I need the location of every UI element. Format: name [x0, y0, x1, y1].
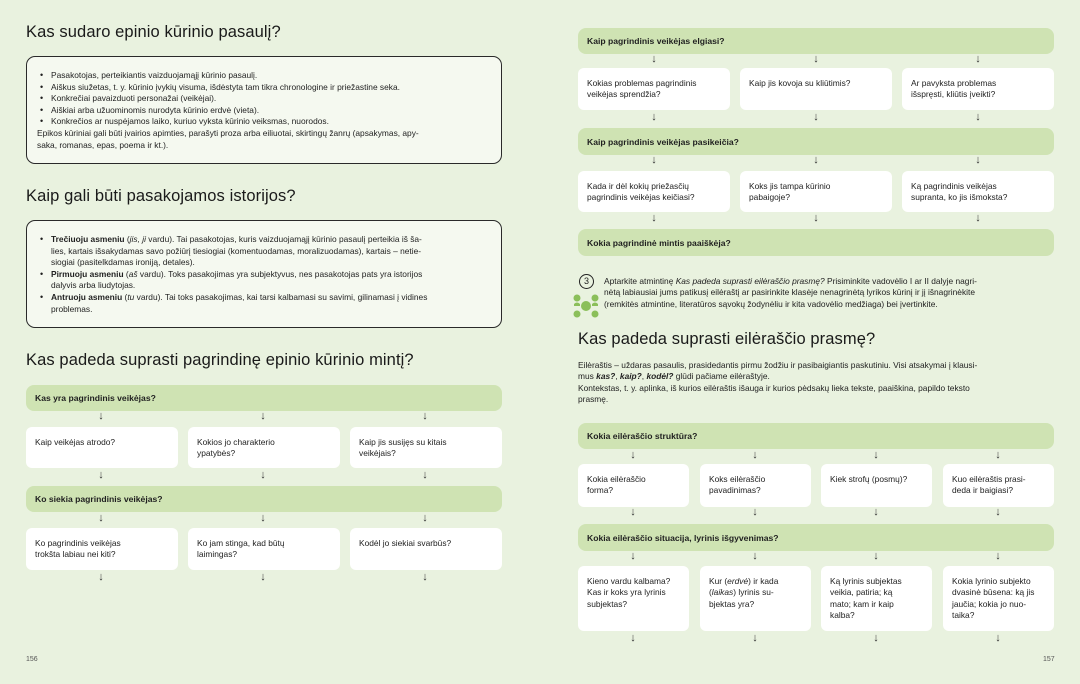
list-item: • Aiškus siužetas, t. y. kūrinio įvykių visuma, išdėstyta tam tikra chronologine ir priežastine seka.	[37, 82, 491, 94]
arrow-down-icon: ↓	[422, 512, 428, 524]
card-line: taika?	[952, 610, 975, 621]
arrow-down-icon: ↓	[813, 111, 819, 123]
arrow-down-icon: ↓	[422, 571, 428, 583]
card-line: supranta, ko jis išmoksta?	[911, 192, 1008, 203]
card-line	[709, 576, 803, 587]
arrow-down-icon: ↓	[873, 449, 879, 461]
arrow-down-icon: ↓	[975, 154, 981, 166]
list-item-second-person	[37, 292, 491, 315]
card-line: dvasinė būsena: ką jis	[952, 587, 1035, 598]
arrow-down-icon: ↓	[98, 469, 104, 481]
card-line: Kodėl jo siekiai svarbūs?	[359, 538, 452, 548]
card-line: forma?	[587, 485, 614, 496]
section-title-main-idea: Kas padeda suprasti pagrindinę epinio kūrinio mintį?	[26, 351, 414, 369]
section-title-poem-meaning: Kas padeda suprasti eilėraščio prasmę?	[578, 330, 876, 348]
flow-card	[26, 427, 178, 468]
card-line: Koks jis tampa kūrinio	[749, 181, 831, 191]
flow-card	[350, 427, 502, 468]
card-line: veikėjas sprendžia?	[587, 89, 661, 100]
arrow-down-icon: ↓	[98, 410, 104, 422]
intro-line	[578, 371, 1054, 382]
section-title-narration: Kaip gali būti pasakojamos istorijos?	[26, 187, 296, 205]
card-line: laimingas?	[197, 549, 238, 560]
text: (	[123, 268, 129, 279]
arrow-down-icon: ↓	[975, 212, 981, 224]
text: ,	[641, 371, 647, 382]
flow-card	[821, 464, 932, 507]
flow-card	[700, 464, 811, 507]
arrow-down-icon: ↓	[995, 506, 1001, 518]
card-line: Ko jam stinga, kad būtų	[197, 538, 285, 548]
text: vardu). Tai pasakotojas, kuris vaizduojamąjį kūrinio pasaulį perteikia iš ša-	[145, 234, 422, 244]
text: Aptarkite atmintinę	[604, 276, 676, 286]
intro-line: Kontekstas, t. y. aplinka, iš kurios eilėraštis išauga ir kurios pėdsakų lieka tekste, paaiškina, papildo teksto	[578, 382, 970, 393]
task-line: (remkitės atmintine, literatūros sąvokų žodynėliu ir kita vadovėlio medžiaga) bei įvertinkite.	[604, 298, 938, 309]
card-line: Kokias problemas pagrindinis	[587, 78, 697, 88]
flow-header-poem-structure: Kokia eilėraščio struktūra?	[578, 423, 1054, 449]
section-title-epic-world: Kas sudaro epinio kūrinio pasaulį?	[26, 23, 281, 41]
card-line: Kokia lyrinio subjekto	[952, 576, 1031, 586]
card-line: išspręsti, kliūtis įveikti?	[911, 89, 996, 100]
arrow-down-icon: ↓	[651, 212, 657, 224]
card-line: Kaip jis susijęs su kitais	[359, 437, 447, 447]
arrow-down-icon: ↓	[651, 53, 657, 65]
card-line: Kaip veikėjas atrodo?	[35, 437, 116, 447]
poem-intro	[578, 360, 1054, 406]
term: laikas	[711, 587, 734, 598]
flow-header-who-is-hero: Kas yra pagrindinis veikėjas?	[26, 385, 502, 411]
question-word: kas?	[596, 371, 616, 382]
text: problemas.	[51, 303, 93, 314]
arrow-down-icon: ↓	[630, 550, 636, 562]
arrow-down-icon: ↓	[260, 571, 266, 583]
arrow-down-icon: ↓	[260, 469, 266, 481]
text: glūdi pačiame eilėraštyje.	[673, 371, 770, 382]
flow-card	[902, 68, 1054, 110]
note-line: saka, romanas, epas, poema ir kt.).	[37, 139, 169, 150]
intro-line: Eilėraštis – uždaras pasaulis, prasidedantis pirmu žodžiu ir pasibaigiantis paskutiniu. Visi atsakymai į klausi-	[578, 360, 978, 370]
flow-card	[943, 464, 1054, 507]
term: Antruoju asmeniu	[51, 291, 123, 302]
text: ) ir kada	[748, 576, 779, 586]
flow-card	[578, 566, 689, 631]
card-line: kalba?	[830, 610, 855, 621]
flow-header-poem-situation: Kokia eilėraščio situacija, lyrinis išgyvenimas?	[578, 524, 1054, 551]
card-line: Kaip jis kovoja su kliūtimis?	[749, 78, 851, 88]
flow-card	[578, 171, 730, 212]
text: (	[709, 587, 712, 598]
card-line: trokšta labiau nei kiti?	[35, 549, 116, 560]
list-item: • Konkrečiai pavaizduoti personažai (veikėjai).	[37, 93, 491, 105]
memo-title: Kas padeda suprasti eilėraščio prasmę?	[675, 276, 825, 286]
arrow-down-icon: ↓	[975, 53, 981, 65]
card-line: Kada ir dėl kokių priežasčių	[587, 181, 689, 191]
card-line: Kokia eilėraščio	[587, 474, 646, 484]
flow-card	[578, 464, 689, 507]
arrow-down-icon: ↓	[995, 550, 1001, 562]
flow-header-hero-goals: Ko siekia pagrindinis veikėjas?	[26, 486, 502, 512]
flow-card	[188, 427, 340, 468]
arrow-down-icon: ↓	[98, 512, 104, 524]
flow-header-hero-behaviour: Kaip pagrindinis veikėjas elgiasi?	[578, 28, 1054, 54]
list-item: • Pasakotojas, perteikiantis vaizduojamąjį kūrinio pasaulį.	[37, 70, 491, 82]
card-line: Kuo eilėraštis prasi-	[952, 474, 1026, 484]
card-line: Kokios jo charakterio	[197, 437, 275, 447]
card-line: pabaigoje?	[749, 192, 790, 203]
arrow-down-icon: ↓	[651, 111, 657, 123]
text: lies, kartais išsakydamas savo požiūrį tiesiogiai (komentuodamas, moralizuodamas), kartais – netie-	[51, 245, 422, 256]
list-item-third-person	[37, 234, 491, 269]
text: ,	[615, 371, 620, 382]
card-line: Ką lyrinis subjektas	[830, 576, 902, 586]
arrow-down-icon: ↓	[752, 632, 758, 644]
text: vardu). Toks pasakojimas yra subjektyvus, nes pasakotojas pats yra istorijos	[137, 268, 423, 279]
arrow-down-icon: ↓	[260, 512, 266, 524]
card-line: veikia, patiria; ką	[830, 587, 893, 598]
card-line: ypatybės?	[197, 448, 236, 459]
term: erdvė	[727, 576, 749, 586]
card-line: Ko pagrindinis veikėjas	[35, 538, 121, 548]
text: dalyvis arba liudytojas.	[51, 280, 136, 291]
text: vardu). Tai toks pasakojimas, kai tarsi kalbamasi su savimi, gilinamasi į vidines	[134, 291, 428, 302]
card-line: bjektas yra?	[709, 598, 755, 609]
card-line: veikėjais?	[359, 448, 396, 459]
card-line: Kiek strofų (posmų)?	[830, 474, 908, 484]
text: ) lyrinis su-	[733, 587, 774, 598]
page-number-right: 157	[1043, 656, 1055, 663]
card-line: Koks eilėraščio	[709, 474, 766, 484]
flow-card	[350, 528, 502, 570]
flow-card	[700, 566, 811, 631]
task-text	[604, 276, 1054, 310]
arrow-down-icon: ↓	[813, 154, 819, 166]
text: Prisiminkite vadovėlio I ar II dalyje nagri-	[824, 276, 977, 286]
flow-card	[740, 68, 892, 110]
text: mus	[578, 371, 597, 382]
arrow-down-icon: ↓	[422, 469, 428, 481]
arrow-down-icon: ↓	[873, 506, 879, 518]
epic-world-note	[37, 128, 491, 151]
flow-header-hero-change: Kaip pagrindinis veikėjas pasikeičia?	[578, 128, 1054, 155]
arrow-down-icon: ↓	[873, 550, 879, 562]
epic-world-box	[26, 56, 502, 164]
card-line: pagrindinis veikėjas keičiasi?	[587, 192, 695, 203]
discussion-group-icon	[571, 292, 601, 320]
flow-card	[943, 566, 1054, 631]
arrow-down-icon: ↓	[752, 550, 758, 562]
arrow-down-icon: ↓	[813, 212, 819, 224]
arrow-down-icon: ↓	[752, 506, 758, 518]
arrow-down-icon: ↓	[98, 571, 104, 583]
arrow-down-icon: ↓	[975, 111, 981, 123]
list-item: • Konkrečios ar nuspėjamos laiko, kuriuo vyksta kūrinio veiksmas, nuorodos.	[37, 116, 491, 128]
arrow-down-icon: ↓	[260, 410, 266, 422]
term: Pirmuoju asmeniu	[51, 268, 124, 279]
arrow-down-icon: ↓	[422, 410, 428, 422]
card-line: Ką pagrindinis veikėjas	[911, 181, 997, 191]
arrow-down-icon: ↓	[630, 449, 636, 461]
arrow-down-icon: ↓	[995, 632, 1001, 644]
card-line: jaučia; kokia jo nuo-	[952, 598, 1027, 609]
pronoun: jis, ji	[129, 234, 146, 244]
card-line: pavadinimas?	[709, 485, 761, 496]
list-item-first-person	[37, 269, 491, 292]
pronoun: aš	[128, 268, 138, 279]
task-line: nėtą labiausiai jums patikusį eilėraštį ar pasirinkite klasėje nenagrinėtą lyrikos kūrinį ir jį išnagrinėkite	[604, 287, 975, 298]
card-line	[709, 587, 803, 598]
arrow-down-icon: ↓	[995, 449, 1001, 461]
task-line	[604, 276, 1054, 287]
question-word: kodėl?	[646, 371, 674, 382]
flow-card	[26, 528, 178, 570]
text: siogiai (pasitelkdamas ironiją, detales).	[51, 257, 195, 268]
task-number-badge: 3	[579, 274, 594, 289]
flow-card	[821, 566, 932, 631]
term: Trečiuoju asmeniu	[51, 234, 125, 244]
arrow-down-icon: ↓	[651, 154, 657, 166]
flow-card	[578, 68, 730, 110]
question-word: kaip?	[619, 371, 642, 382]
card-line: Ar pavyksta problemas	[911, 78, 997, 88]
flow-card	[740, 171, 892, 212]
epic-world-list	[37, 70, 491, 128]
pronoun: tu	[127, 291, 135, 302]
card-line: Kas ir koks yra lyrinis	[587, 587, 666, 598]
card-line: Kieno vardu kalbama?	[587, 576, 671, 586]
flow-header-main-idea: Kokia pagrindinė mintis paaiškėja?	[578, 229, 1054, 256]
text: (	[122, 291, 128, 302]
text: Kur (	[709, 576, 728, 586]
flow-card	[902, 171, 1054, 212]
arrow-down-icon: ↓	[752, 449, 758, 461]
page-number-left: 156	[26, 656, 38, 663]
narration-box	[26, 220, 502, 328]
card-line: deda ir baigiasi?	[952, 485, 1013, 496]
text: (	[124, 234, 130, 244]
card-line: subjektas?	[587, 598, 628, 609]
list-item: • Aiškiai arba užuominomis nurodyta kūrinio erdvė (vieta).	[37, 105, 491, 117]
card-line: mato; kam ir kaip	[830, 598, 894, 609]
flow-card	[188, 528, 340, 570]
arrow-down-icon: ↓	[813, 53, 819, 65]
arrow-down-icon: ↓	[630, 632, 636, 644]
narration-list	[37, 234, 491, 315]
arrow-down-icon: ↓	[630, 506, 636, 518]
intro-line: prasmę.	[578, 394, 609, 405]
arrow-down-icon: ↓	[873, 632, 879, 644]
note-line: Epikos kūriniai gali būti įvairios apimties, parašyti proza arba eiliuotai, skirtingų žanrų (apsakymas, apy-	[37, 127, 419, 138]
